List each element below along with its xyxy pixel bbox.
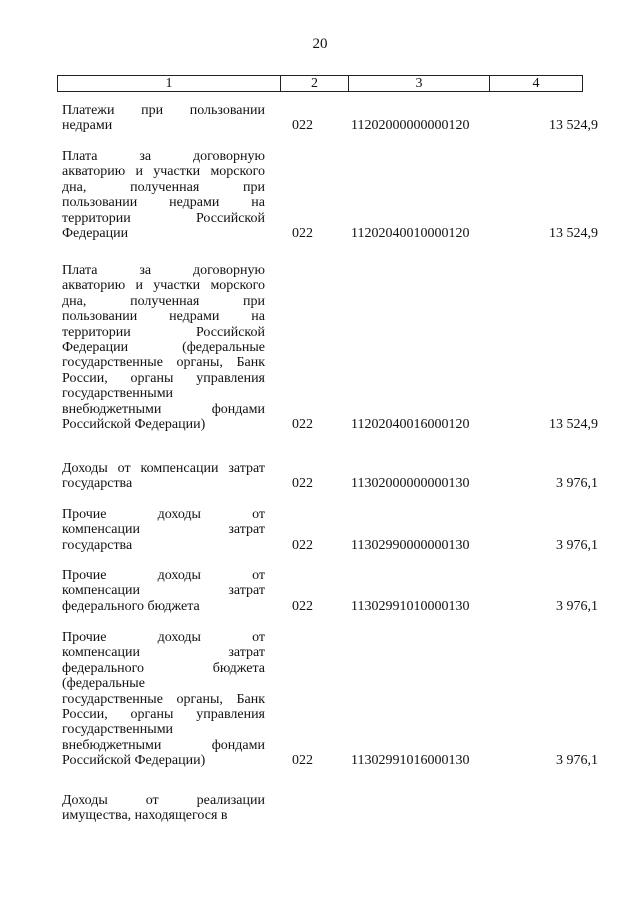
row-code: 022 xyxy=(292,476,313,492)
row-description xyxy=(62,568,265,614)
row-amount: 13 524,9 xyxy=(549,416,598,432)
description-line: акваторию и участки морского xyxy=(62,278,265,294)
description-line: государственными xyxy=(62,386,174,402)
description-line: пользовании недрами на xyxy=(62,195,265,211)
row-kbk: 11302990000000130 xyxy=(351,537,470,553)
row-kbk: 11302000000000130 xyxy=(351,476,470,492)
column-header-2: 2 xyxy=(281,76,349,91)
description-line: компенсации затрат xyxy=(62,583,265,599)
row-code: 022 xyxy=(292,598,313,614)
description-line: дна, полученная при xyxy=(62,293,265,309)
row-code: 022 xyxy=(292,753,313,769)
description-line: внебюджетными фондами xyxy=(62,401,265,417)
description-line: Прочие доходы от xyxy=(62,568,265,583)
description-line: государственные органы, Банк xyxy=(62,691,265,707)
description-line: Плата за договорную xyxy=(62,149,265,164)
row-code: 022 xyxy=(292,537,313,553)
row-code: 022 xyxy=(292,118,313,134)
row-code: 022 xyxy=(292,416,313,432)
row-kbk: 11302991010000130 xyxy=(351,598,470,614)
description-line: Прочие доходы от xyxy=(62,630,265,645)
row-amount: 3 976,1 xyxy=(556,476,598,492)
description-line: (федеральные xyxy=(62,676,145,692)
description-line: территории Российской xyxy=(62,210,265,226)
description-line: компенсации затрат xyxy=(62,522,265,538)
description-line: Федерации xyxy=(62,226,129,242)
row-description xyxy=(62,461,265,492)
table-row xyxy=(62,149,600,241)
description-line: имущества, находящегося в xyxy=(62,808,228,824)
description-line: Российской Федерации) xyxy=(62,417,206,433)
row-amount: 3 976,1 xyxy=(556,537,598,553)
row-amount: 3 976,1 xyxy=(556,598,598,614)
page-number: 20 xyxy=(312,36,328,52)
description-line: недрами xyxy=(62,118,113,134)
description-line: внебюджетными фондами xyxy=(62,737,265,753)
table-row xyxy=(62,568,600,614)
column-header-1: 1 xyxy=(58,76,281,91)
description-line: Доходы от компенсации затрат xyxy=(62,461,265,476)
description-line: Плата за договорную xyxy=(62,263,265,278)
description-line: акваторию и участки морского xyxy=(62,164,265,180)
table-row xyxy=(62,263,600,432)
column-header-4: 4 xyxy=(532,76,540,91)
description-line: федерального бюджета xyxy=(62,598,200,614)
description-line: федерального бюджета xyxy=(62,660,265,676)
table-header xyxy=(57,75,583,92)
row-description xyxy=(62,793,265,824)
row-description xyxy=(62,630,265,769)
row-amount: 13 524,9 xyxy=(549,118,598,134)
description-line: государственные органы, Банк xyxy=(62,355,265,371)
table-row xyxy=(62,793,600,824)
description-line: Федерации (федеральные xyxy=(62,340,265,356)
description-line: государства xyxy=(62,476,133,492)
description-line: государства xyxy=(62,537,133,553)
row-kbk: 11202040016000120 xyxy=(351,416,470,432)
row-description xyxy=(62,507,265,553)
row-amount: 13 524,9 xyxy=(549,225,598,241)
row-code: 022 xyxy=(292,225,313,241)
row-amount: 3 976,1 xyxy=(556,753,598,769)
row-description xyxy=(62,263,265,432)
table-row xyxy=(62,507,600,553)
description-line: России, органы управления xyxy=(62,707,265,723)
row-kbk: 11202040010000120 xyxy=(351,225,470,241)
table-row xyxy=(62,103,600,134)
description-line: Доходы от реализации xyxy=(62,793,265,808)
description-line: Российской Федерации) xyxy=(62,753,206,769)
description-line: территории Российской xyxy=(62,324,265,340)
description-line: государственными xyxy=(62,722,174,738)
row-kbk: 11202000000000120 xyxy=(351,118,470,134)
row-description xyxy=(62,103,265,134)
description-line: дна, полученная при xyxy=(62,179,265,195)
description-line: Платежи при пользовании xyxy=(62,103,265,118)
table-row xyxy=(62,461,600,492)
description-line: пользовании недрами на xyxy=(62,309,265,325)
description-line: России, органы управления xyxy=(62,370,265,386)
description-line: Прочие доходы от xyxy=(62,507,265,522)
description-line: компенсации затрат xyxy=(62,645,265,661)
table-row xyxy=(62,630,600,769)
row-description xyxy=(62,149,265,241)
row-kbk: 11302991016000130 xyxy=(351,753,470,769)
column-header-3: 3 xyxy=(349,76,490,91)
